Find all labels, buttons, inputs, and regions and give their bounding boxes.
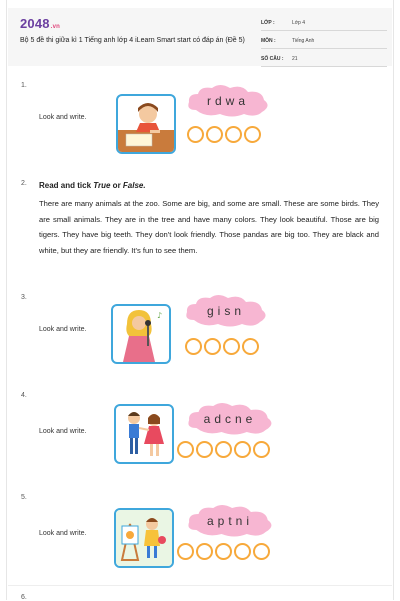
girl-singing-illustration — [111, 304, 171, 364]
answer-circle[interactable] — [187, 126, 204, 143]
question-number: 4. — [21, 392, 27, 399]
answer-circles — [177, 543, 272, 563]
question-number: 2. — [21, 180, 27, 187]
question-instruction: Look and write. — [39, 114, 87, 121]
question-instruction: Look and write. — [39, 530, 87, 537]
site-logo[interactable] — [20, 16, 60, 31]
children-dancing-illustration — [114, 404, 174, 464]
instruction-text: Read and tick — [39, 181, 94, 190]
worksheet-header — [8, 8, 392, 66]
meta-row-class — [261, 16, 387, 31]
answer-circle[interactable] — [177, 543, 194, 560]
question-number: 1. — [21, 82, 27, 89]
or-word: or — [110, 181, 123, 190]
answer-circle[interactable] — [244, 126, 261, 143]
answer-circle[interactable] — [196, 543, 213, 560]
meta-key: LỚP : — [261, 20, 275, 26]
question-number: 3. — [21, 294, 27, 301]
scrambled-letters: aptni — [206, 514, 254, 528]
answer-circle[interactable] — [242, 338, 259, 355]
meta-value: Tiếng Anh — [292, 38, 315, 44]
answer-circle[interactable] — [234, 543, 251, 560]
false-word: False. — [122, 181, 146, 190]
question-instruction: Look and write. — [39, 326, 87, 333]
answer-circles — [185, 338, 261, 358]
answer-circles — [187, 126, 263, 146]
reading-passage: There are many animals at the zoo. Some are big, and some are small. These are some birds. They are small animals. They are in the tree and have many colors. They look beautiful. Those are big tigers. They have big teeth. They don't look friendly. Those pandas are big too. They are black and white, but they are friendly. It's fun to see them. — [39, 199, 379, 255]
meta-row-count — [261, 52, 387, 67]
answer-circle[interactable] — [215, 441, 232, 458]
svg-text:♪: ♪ — [157, 311, 163, 320]
answer-circle[interactable] — [253, 543, 270, 560]
answer-circle[interactable] — [204, 338, 221, 355]
logo-suffix: .vn — [50, 24, 61, 30]
document-title: Bộ 5 đề thi giữa kì 1 Tiếng anh lớp 4 iLearn Smart start có đáp án (Đề 5) — [20, 37, 245, 44]
meta-box — [261, 16, 387, 70]
section-divider — [8, 585, 392, 586]
answer-circle[interactable] — [234, 441, 251, 458]
answer-circle[interactable] — [225, 126, 242, 143]
question-number: 5. — [21, 494, 27, 501]
scrambled-word-cloud — [186, 84, 270, 118]
meta-key: SỐ CÂU : — [261, 56, 284, 62]
answer-circle[interactable] — [177, 441, 194, 458]
meta-key: MÔN : — [261, 38, 276, 44]
answer-circles — [177, 441, 272, 461]
scrambled-letters: gisn — [206, 304, 245, 318]
scrambled-word-cloud — [184, 294, 268, 328]
answer-circle[interactable] — [223, 338, 240, 355]
children-painting-illustration — [114, 508, 174, 568]
question-instruction: Look and write. — [39, 428, 87, 435]
girl-drawing-illustration — [116, 94, 176, 154]
meta-row-subject — [261, 34, 387, 49]
scrambled-letters: rdwa — [206, 94, 249, 108]
scrambled-letters: adcne — [203, 412, 257, 426]
answer-circle[interactable] — [253, 441, 270, 458]
meta-value: Lớp 4 — [292, 20, 306, 26]
logo-text: 2048 — [20, 16, 50, 31]
answer-circle[interactable] — [215, 543, 232, 560]
answer-circle[interactable] — [185, 338, 202, 355]
scrambled-word-cloud — [186, 504, 274, 538]
answer-circle[interactable] — [196, 441, 213, 458]
question-instruction — [39, 181, 146, 190]
true-word: True — [93, 181, 111, 190]
meta-value: 21 — [292, 56, 298, 62]
question-number: 6. — [21, 594, 27, 601]
scrambled-word-cloud — [186, 402, 274, 436]
answer-circle[interactable] — [206, 126, 223, 143]
